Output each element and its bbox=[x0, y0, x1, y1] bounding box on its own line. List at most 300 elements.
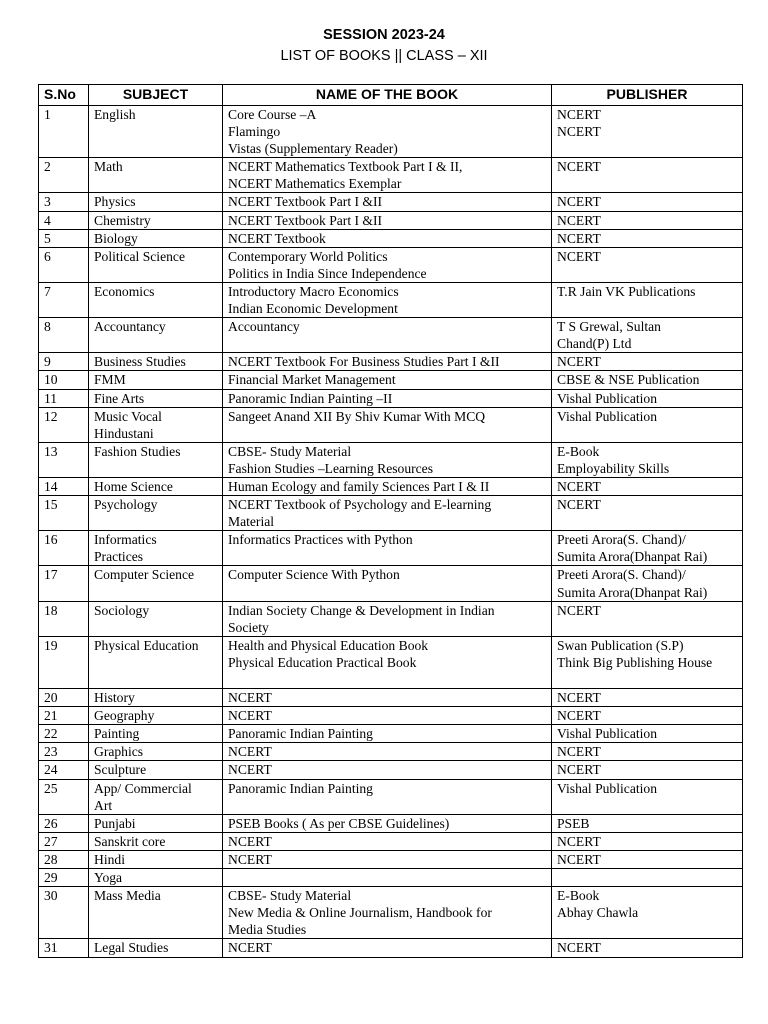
cell-book bbox=[223, 761, 552, 779]
publisher-line bbox=[557, 869, 737, 886]
cell-publisher bbox=[552, 869, 743, 887]
publisher-line: Swan Publication (S.P) bbox=[557, 637, 684, 653]
subject-line: Art bbox=[94, 797, 113, 813]
publisher-line: E-Book bbox=[557, 443, 600, 459]
cell-publisher bbox=[552, 601, 743, 636]
cell-book bbox=[223, 743, 552, 761]
subject-line: Sociology bbox=[94, 602, 150, 618]
sno-text: 5 bbox=[44, 230, 51, 246]
cell-subject bbox=[89, 850, 223, 868]
cell-book bbox=[223, 282, 552, 317]
publisher-line: E-Book bbox=[557, 888, 600, 904]
cell-sno bbox=[39, 779, 89, 814]
table-row bbox=[39, 814, 743, 832]
cell-publisher bbox=[552, 496, 743, 531]
publisher-line: NCERT bbox=[557, 497, 601, 513]
cell-subject bbox=[89, 743, 223, 761]
book-line: New Media & Online Journalism, Handbook for bbox=[228, 905, 492, 921]
publisher-line: NCERT bbox=[557, 354, 601, 370]
cell-publisher bbox=[552, 106, 743, 158]
cell-sno bbox=[39, 211, 89, 229]
book-line bbox=[228, 869, 546, 886]
cell-subject bbox=[89, 566, 223, 601]
cell-sno bbox=[39, 743, 89, 761]
table-row bbox=[39, 869, 743, 887]
cell-book bbox=[223, 725, 552, 743]
cell-sno bbox=[39, 636, 89, 688]
sno-text: 10 bbox=[44, 372, 58, 388]
cell-subject bbox=[89, 779, 223, 814]
cell-publisher bbox=[552, 193, 743, 211]
publisher-line: NCERT bbox=[557, 478, 601, 494]
cell-sno bbox=[39, 832, 89, 850]
publisher-line: T S Grewal, Sultan bbox=[557, 319, 661, 335]
cell-sno bbox=[39, 282, 89, 317]
publisher-line: Vishal Publication bbox=[557, 390, 657, 406]
subject-line: Hindustani bbox=[94, 425, 154, 441]
table-row bbox=[39, 531, 743, 566]
cell-publisher bbox=[552, 282, 743, 317]
sno-text: 11 bbox=[44, 390, 58, 406]
cell-subject bbox=[89, 869, 223, 887]
cell-sno bbox=[39, 939, 89, 957]
cell-subject bbox=[89, 193, 223, 211]
cell-sno bbox=[39, 442, 89, 477]
cell-book bbox=[223, 814, 552, 832]
sno-text: 7 bbox=[44, 283, 51, 299]
cell-publisher bbox=[552, 887, 743, 939]
sno-text: 27 bbox=[44, 833, 58, 849]
cell-publisher bbox=[552, 389, 743, 407]
cell-book bbox=[223, 566, 552, 601]
cell-publisher bbox=[552, 158, 743, 193]
sno-text: 1 bbox=[44, 107, 51, 122]
book-line: Material bbox=[228, 514, 275, 530]
cell-sno bbox=[39, 814, 89, 832]
cell-book bbox=[223, 779, 552, 814]
cell-sno bbox=[39, 761, 89, 779]
sno-text: 9 bbox=[44, 354, 51, 370]
publisher-line: Sumita Arora(Dhanpat Rai) bbox=[557, 549, 708, 565]
cell-sno bbox=[39, 707, 89, 725]
sno-text: 23 bbox=[44, 744, 58, 760]
subject-line: Sanskrit core bbox=[94, 833, 166, 849]
cell-subject bbox=[89, 158, 223, 193]
sno-text: 21 bbox=[44, 708, 58, 724]
book-line: Vistas (Supplementary Reader) bbox=[228, 141, 398, 157]
column-header-subject: SUBJECT bbox=[89, 85, 223, 106]
table-row bbox=[39, 689, 743, 707]
cell-subject bbox=[89, 229, 223, 247]
subject-line: Fashion Studies bbox=[94, 443, 181, 459]
sno-text: 15 bbox=[44, 497, 58, 513]
cell-subject bbox=[89, 353, 223, 371]
sno-text: 26 bbox=[44, 815, 58, 831]
subject-line: History bbox=[94, 690, 135, 706]
cell-book bbox=[223, 193, 552, 211]
publisher-line: NCERT bbox=[557, 833, 601, 849]
subject-line: Psychology bbox=[94, 497, 158, 513]
sno-text: 17 bbox=[44, 567, 58, 583]
cell-book bbox=[223, 850, 552, 868]
cell-subject bbox=[89, 371, 223, 389]
subject-line: Fine Arts bbox=[94, 390, 145, 406]
subject-line: Home Science bbox=[94, 478, 173, 494]
table-row bbox=[39, 229, 743, 247]
cell-book bbox=[223, 832, 552, 850]
table-row bbox=[39, 601, 743, 636]
subject-line: Economics bbox=[94, 283, 155, 299]
cell-book bbox=[223, 442, 552, 477]
publisher-line: NCERT bbox=[557, 248, 601, 264]
cell-publisher bbox=[552, 832, 743, 850]
cell-subject bbox=[89, 636, 223, 688]
cell-sno bbox=[39, 193, 89, 211]
cell-subject bbox=[89, 887, 223, 939]
book-line: Indian Economic Development bbox=[228, 301, 398, 317]
sno-text: 12 bbox=[44, 408, 58, 424]
table-row bbox=[39, 158, 743, 193]
table-row bbox=[39, 636, 743, 688]
cell-book bbox=[223, 211, 552, 229]
table-row bbox=[39, 887, 743, 939]
publisher-line: NCERT bbox=[557, 690, 601, 706]
cell-book bbox=[223, 477, 552, 495]
sno-text: 14 bbox=[44, 478, 58, 494]
book-line: NCERT Textbook Part I &II bbox=[228, 194, 383, 210]
cell-publisher bbox=[552, 407, 743, 442]
subject-line: Political Science bbox=[94, 248, 185, 264]
publisher-line: Chand(P) Ltd bbox=[557, 336, 632, 352]
book-line: CBSE- Study Material bbox=[228, 443, 352, 459]
cell-publisher bbox=[552, 743, 743, 761]
sno-text: 4 bbox=[44, 212, 51, 228]
sno-text: 8 bbox=[44, 319, 51, 335]
cell-book bbox=[223, 869, 552, 887]
cell-book bbox=[223, 407, 552, 442]
cell-publisher bbox=[552, 477, 743, 495]
cell-publisher bbox=[552, 939, 743, 957]
cell-subject bbox=[89, 725, 223, 743]
book-line: Physical Education Practical Book bbox=[228, 654, 417, 670]
book-line: Accountancy bbox=[228, 319, 300, 335]
cell-book bbox=[223, 247, 552, 282]
column-header-sno: S.No bbox=[39, 85, 89, 106]
subject-line: Graphics bbox=[94, 744, 144, 760]
book-line: NCERT bbox=[228, 833, 272, 849]
subject-line: Physics bbox=[94, 194, 136, 210]
cell-publisher bbox=[552, 353, 743, 371]
cell-subject bbox=[89, 496, 223, 531]
publisher-line: NCERT bbox=[557, 194, 601, 210]
book-line: Media Studies bbox=[228, 922, 307, 938]
book-line: Panoramic Indian Painting bbox=[228, 726, 373, 742]
cell-sno bbox=[39, 601, 89, 636]
cell-publisher bbox=[552, 689, 743, 707]
cell-book bbox=[223, 158, 552, 193]
book-line bbox=[228, 671, 546, 688]
cell-subject bbox=[89, 707, 223, 725]
table-row bbox=[39, 707, 743, 725]
table-row bbox=[39, 389, 743, 407]
cell-sno bbox=[39, 496, 89, 531]
publisher-line: Vishal Publication bbox=[557, 780, 657, 796]
publisher-line: NCERT bbox=[557, 230, 601, 246]
book-line: NCERT bbox=[228, 851, 272, 867]
publisher-line: T.R Jain VK Publications bbox=[557, 283, 696, 299]
publisher-line: Vishal Publication bbox=[557, 726, 657, 742]
publisher-line: Think Big Publishing House bbox=[557, 654, 713, 670]
table-row bbox=[39, 725, 743, 743]
publisher-line: Preeti Arora(S. Chand)/ bbox=[557, 567, 686, 583]
book-line: Flamingo bbox=[228, 124, 281, 140]
publisher-line: NCERT bbox=[557, 212, 601, 228]
book-line: NCERT Mathematics Exemplar bbox=[228, 176, 402, 192]
book-line: Human Ecology and family Sciences Part I & II bbox=[228, 478, 490, 494]
publisher-line: NCERT bbox=[557, 107, 601, 122]
cell-book bbox=[223, 939, 552, 957]
book-line: NCERT Textbook of Psychology and E-learning bbox=[228, 497, 492, 513]
cell-sno bbox=[39, 531, 89, 566]
subject-line: Informatics bbox=[94, 532, 157, 548]
book-line: NCERT Mathematics Textbook Part I & II, bbox=[228, 159, 463, 175]
cell-publisher bbox=[552, 247, 743, 282]
subject-line: Accountancy bbox=[94, 319, 166, 335]
cell-subject bbox=[89, 814, 223, 832]
table-row bbox=[39, 832, 743, 850]
cell-sno bbox=[39, 158, 89, 193]
sno-text: 22 bbox=[44, 726, 58, 742]
cell-sno bbox=[39, 229, 89, 247]
table-row bbox=[39, 566, 743, 601]
cell-sno bbox=[39, 725, 89, 743]
cell-sno bbox=[39, 389, 89, 407]
cell-publisher bbox=[552, 779, 743, 814]
publisher-line: Employability Skills bbox=[557, 460, 670, 476]
cell-publisher bbox=[552, 211, 743, 229]
publisher-line: Vishal Publication bbox=[557, 408, 657, 424]
publisher-line: NCERT bbox=[557, 602, 601, 618]
sno-text: 2 bbox=[44, 159, 51, 175]
cell-publisher bbox=[552, 566, 743, 601]
subject-line: Practices bbox=[94, 549, 144, 565]
book-line: Indian Society Change & Development in Indian bbox=[228, 602, 495, 618]
cell-subject bbox=[89, 282, 223, 317]
cell-subject bbox=[89, 832, 223, 850]
subject-line: FMM bbox=[94, 372, 126, 388]
subject-line: Painting bbox=[94, 726, 140, 742]
subject-line: Punjabi bbox=[94, 815, 136, 831]
publisher-line: NCERT bbox=[557, 159, 601, 175]
publisher-line: NCERT bbox=[557, 124, 601, 140]
table-row bbox=[39, 442, 743, 477]
cell-sno bbox=[39, 407, 89, 442]
subject-line: Physical Education bbox=[94, 637, 199, 653]
publisher-line: NCERT bbox=[557, 708, 601, 724]
table-body bbox=[39, 106, 743, 958]
session-heading: SESSION 2023-24 bbox=[323, 27, 445, 43]
cell-sno bbox=[39, 318, 89, 353]
cell-sno bbox=[39, 353, 89, 371]
sno-text: 18 bbox=[44, 602, 58, 618]
sno-text: 16 bbox=[44, 532, 58, 548]
book-line: PSEB Books ( As per CBSE Guidelines) bbox=[228, 815, 450, 831]
cell-publisher bbox=[552, 761, 743, 779]
publisher-line: NCERT bbox=[557, 940, 601, 956]
book-line: NCERT Textbook bbox=[228, 230, 326, 246]
cell-subject bbox=[89, 939, 223, 957]
book-line: Health and Physical Education Book bbox=[228, 637, 429, 653]
cell-publisher bbox=[552, 318, 743, 353]
book-line: NCERT Textbook For Business Studies Part I &II bbox=[228, 354, 500, 370]
cell-subject bbox=[89, 389, 223, 407]
book-line: Informatics Practices with Python bbox=[228, 532, 413, 548]
subject-line: Hindi bbox=[94, 851, 125, 867]
cell-subject bbox=[89, 477, 223, 495]
book-line: NCERT bbox=[228, 744, 272, 760]
cell-sno bbox=[39, 477, 89, 495]
book-line: Core Course –A bbox=[228, 107, 317, 122]
cell-subject bbox=[89, 761, 223, 779]
cell-publisher bbox=[552, 707, 743, 725]
table-row bbox=[39, 761, 743, 779]
table-row bbox=[39, 353, 743, 371]
book-line: NCERT bbox=[228, 762, 272, 778]
table-row bbox=[39, 106, 743, 158]
publisher-line: NCERT bbox=[557, 762, 601, 778]
table-row bbox=[39, 282, 743, 317]
cell-book bbox=[223, 371, 552, 389]
book-line: NCERT bbox=[228, 940, 272, 956]
cell-subject bbox=[89, 247, 223, 282]
cell-book bbox=[223, 636, 552, 688]
subject-line: Mass Media bbox=[94, 888, 161, 904]
subject-line: Geography bbox=[94, 708, 155, 724]
cell-subject bbox=[89, 318, 223, 353]
book-line: CBSE- Study Material bbox=[228, 888, 352, 904]
book-line: Society bbox=[228, 619, 269, 635]
cell-publisher bbox=[552, 371, 743, 389]
cell-book bbox=[223, 601, 552, 636]
list-title: LIST OF BOOKS || CLASS – XII bbox=[280, 48, 488, 64]
subject-line: Biology bbox=[94, 230, 138, 246]
table-row bbox=[39, 318, 743, 353]
sno-text: 20 bbox=[44, 690, 58, 706]
books-table bbox=[38, 84, 743, 958]
subject-line: Business Studies bbox=[94, 354, 186, 370]
cell-publisher bbox=[552, 636, 743, 688]
publisher-line: PSEB bbox=[557, 815, 590, 831]
book-line: Panoramic Indian Painting bbox=[228, 780, 373, 796]
subject-line: Sculpture bbox=[94, 762, 147, 778]
cell-subject bbox=[89, 689, 223, 707]
table-row bbox=[39, 939, 743, 957]
cell-subject bbox=[89, 211, 223, 229]
sno-text: 25 bbox=[44, 780, 58, 796]
book-line: Sangeet Anand XII By Shiv Kumar With MCQ bbox=[228, 408, 486, 424]
cell-subject bbox=[89, 601, 223, 636]
subject-line: App/ Commercial bbox=[94, 780, 192, 796]
book-line: NCERT bbox=[228, 690, 272, 706]
cell-book bbox=[223, 707, 552, 725]
cell-sno bbox=[39, 887, 89, 939]
column-header-publisher: PUBLISHER bbox=[552, 85, 743, 106]
publisher-line: NCERT bbox=[557, 851, 601, 867]
subject-line: English bbox=[94, 107, 136, 122]
cell-book bbox=[223, 531, 552, 566]
cell-book bbox=[223, 353, 552, 371]
cell-sno bbox=[39, 850, 89, 868]
publisher-line: NCERT bbox=[557, 744, 601, 760]
cell-book bbox=[223, 229, 552, 247]
cell-publisher bbox=[552, 442, 743, 477]
subject-line: Yoga bbox=[94, 870, 123, 886]
cell-publisher bbox=[552, 531, 743, 566]
cell-subject bbox=[89, 106, 223, 158]
sno-text: 3 bbox=[44, 194, 51, 210]
sno-text: 28 bbox=[44, 851, 58, 867]
book-line: NCERT bbox=[228, 708, 272, 724]
cell-book bbox=[223, 389, 552, 407]
sno-text: 24 bbox=[44, 762, 58, 778]
cell-publisher bbox=[552, 725, 743, 743]
sno-text: 31 bbox=[44, 940, 58, 956]
table-header-row bbox=[39, 85, 743, 106]
cell-subject bbox=[89, 442, 223, 477]
table-row bbox=[39, 496, 743, 531]
cell-subject bbox=[89, 531, 223, 566]
cell-publisher bbox=[552, 814, 743, 832]
publisher-line: Sumita Arora(Dhanpat Rai) bbox=[557, 584, 708, 600]
book-line: Computer Science With Python bbox=[228, 567, 400, 583]
table-row bbox=[39, 247, 743, 282]
subject-line: Chemistry bbox=[94, 212, 151, 228]
cell-sno bbox=[39, 371, 89, 389]
book-line: Introductory Macro Economics bbox=[228, 283, 399, 299]
subject-line: Music Vocal bbox=[94, 408, 162, 424]
cell-publisher bbox=[552, 229, 743, 247]
table-row bbox=[39, 193, 743, 211]
cell-book bbox=[223, 496, 552, 531]
book-line: Fashion Studies –Learning Resources bbox=[228, 460, 434, 476]
table-row bbox=[39, 850, 743, 868]
sno-text: 30 bbox=[44, 888, 58, 904]
subject-line: Legal Studies bbox=[94, 940, 169, 956]
cell-sno bbox=[39, 869, 89, 887]
table-row bbox=[39, 743, 743, 761]
publisher-line: Preeti Arora(S. Chand)/ bbox=[557, 532, 686, 548]
publisher-line: CBSE & NSE Publication bbox=[557, 372, 700, 388]
table-row bbox=[39, 211, 743, 229]
column-header-book: NAME OF THE BOOK bbox=[223, 85, 552, 106]
sno-text: 13 bbox=[44, 443, 58, 459]
cell-book bbox=[223, 106, 552, 158]
cell-sno bbox=[39, 106, 89, 158]
cell-book bbox=[223, 318, 552, 353]
cell-book bbox=[223, 887, 552, 939]
subject-line: Computer Science bbox=[94, 567, 195, 583]
publisher-line: Abhay Chawla bbox=[557, 905, 639, 921]
subject-line: Math bbox=[94, 159, 123, 175]
cell-publisher bbox=[552, 850, 743, 868]
table-row bbox=[39, 477, 743, 495]
book-line: Contemporary World Politics bbox=[228, 248, 388, 264]
table-row bbox=[39, 371, 743, 389]
cell-subject bbox=[89, 407, 223, 442]
cell-book bbox=[223, 689, 552, 707]
sno-text: 29 bbox=[44, 870, 58, 886]
sno-text: 19 bbox=[44, 637, 58, 653]
